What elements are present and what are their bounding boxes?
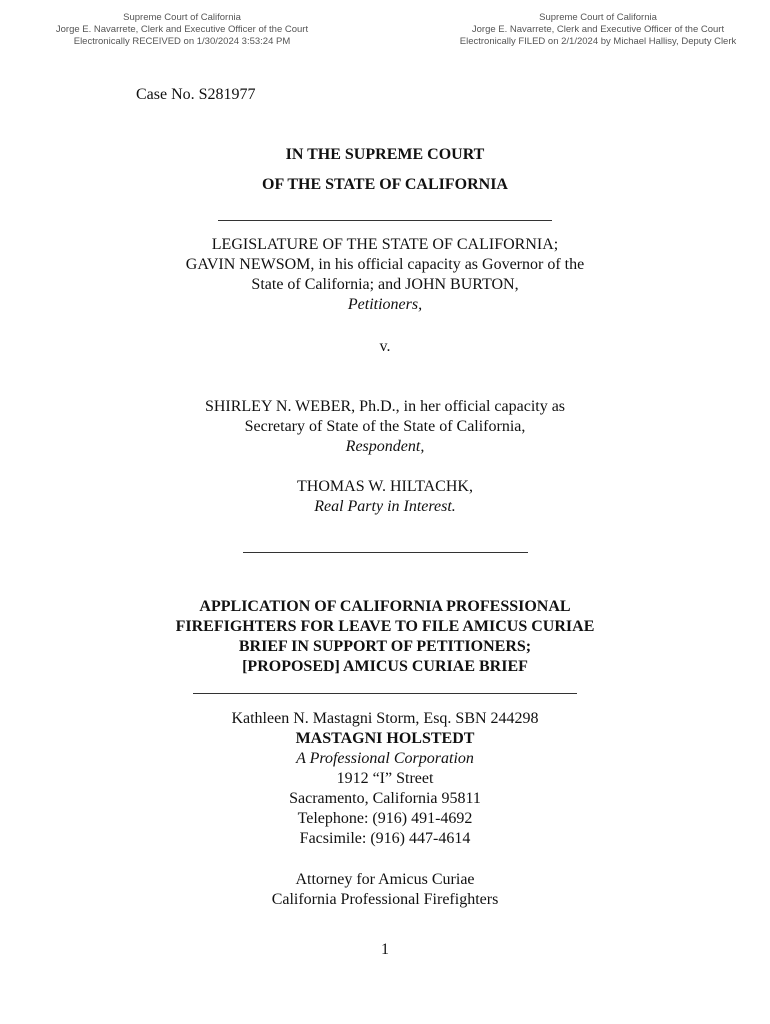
filed-stamp-status: Electronically FILED on 2/1/2024 by Michael Hallisy, Deputy Clerk [459, 36, 737, 47]
counsel-role-line1: Attorney for Amicus Curiae [295, 871, 475, 888]
petitioners-role: Petitioners, [347, 296, 423, 313]
firm-street: 1912 “I” Street [336, 770, 434, 787]
real-party-name: THOMAS W. HILTACHK, [297, 478, 473, 495]
case-number: Case No. S281977 [136, 86, 256, 103]
filed-stamp-clerk: Jorge E. Navarrete, Clerk and Executive Officer of the Court [471, 24, 725, 35]
real-party-role: Real Party in Interest. [314, 498, 456, 515]
firm-name: MASTAGNI HOLSTEDT [295, 730, 475, 747]
petitioners-line2: GAVIN NEWSOM, in his official capacity as Governor of the [185, 256, 585, 273]
divider [218, 220, 552, 221]
divider [243, 552, 528, 553]
page-number: 1 [381, 941, 389, 958]
firm-type: A Professional Corporation [296, 750, 474, 767]
document-title-line1: APPLICATION OF CALIFORNIA PROFESSIONAL [199, 598, 571, 615]
received-stamp-court: Supreme Court of California [123, 12, 241, 23]
received-stamp [12, 12, 352, 48]
petitioners-line3: State of California; and JOHN BURTON, [251, 276, 519, 293]
counsel-role-line2: California Professional Firefighters [271, 891, 499, 908]
court-title-line2: OF THE STATE OF CALIFORNIA [262, 176, 508, 193]
received-stamp-clerk: Jorge E. Navarrete, Clerk and Executive Officer of the Court [55, 24, 309, 35]
firm-telephone: Telephone: (916) 491-4692 [297, 810, 473, 827]
filed-stamp-court: Supreme Court of California [539, 12, 657, 23]
attorney-name: Kathleen N. Mastagni Storm, Esq. SBN 244298 [231, 710, 539, 727]
document-title-line3: BRIEF IN SUPPORT OF PETITIONERS; [238, 638, 532, 655]
divider [193, 693, 577, 694]
firm-city: Sacramento, California 95811 [289, 790, 481, 807]
document-title-line4: [PROPOSED] AMICUS CURIAE BRIEF [242, 658, 528, 675]
petitioners-line1: LEGISLATURE OF THE STATE OF CALIFORNIA; [211, 236, 559, 253]
firm-facsimile: Facsimile: (916) 447-4614 [299, 830, 471, 847]
filed-stamp [428, 12, 768, 48]
respondent-role: Respondent, [345, 438, 425, 455]
document-title-line2: FIREFIGHTERS FOR LEAVE TO FILE AMICUS CURIAE [175, 618, 595, 635]
received-stamp-status: Electronically RECEIVED on 1/30/2024 3:53:24 PM [73, 36, 291, 47]
respondent-line1: SHIRLEY N. WEBER, Ph.D., in her official capacity as [204, 398, 566, 415]
court-title-line1: IN THE SUPREME COURT [285, 146, 485, 163]
versus: v. [379, 338, 391, 355]
respondent-line2: Secretary of State of the State of California, [244, 418, 526, 435]
